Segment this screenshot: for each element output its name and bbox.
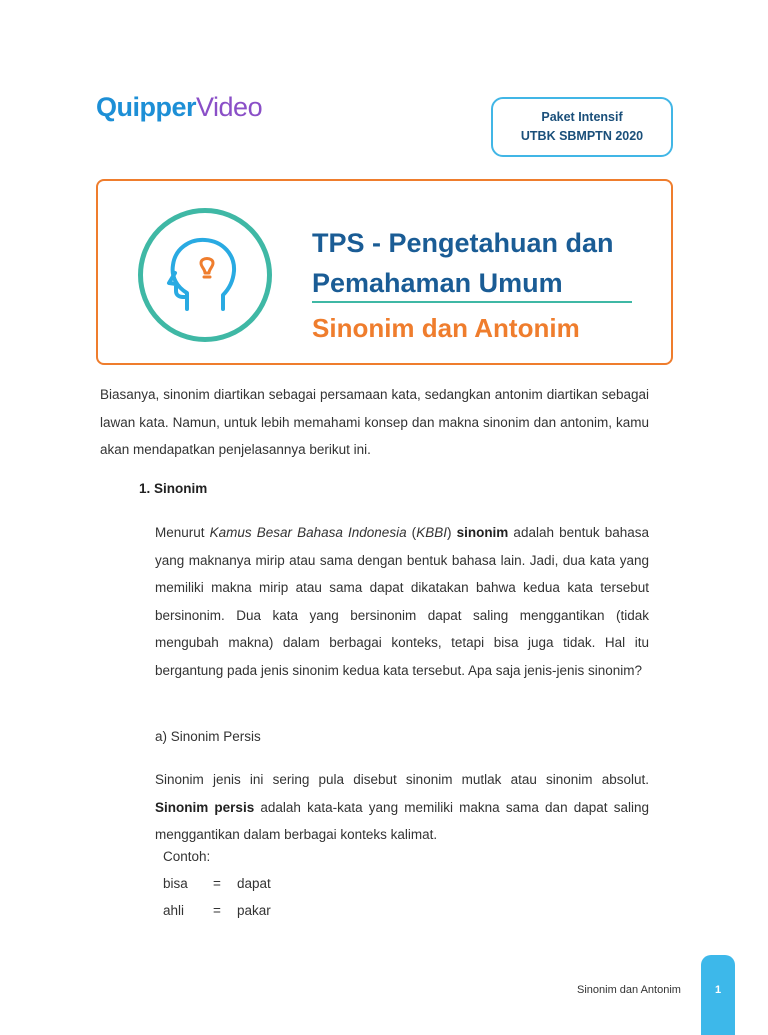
text-span: Menurut [155,525,210,540]
example-word: bisa [163,876,188,891]
logo-quipper-text: Quipper [96,92,197,122]
page-number: 1 [714,984,722,996]
term-sinonim-persis: Sinonim persis [155,799,255,815]
text-span: adalah kata-kata yang memiliki makna sama dan dapat saling menggantikan dalam berbagai konteks kalimat. [155,799,649,842]
sinonim-persis-paragraph [155,766,649,849]
topic-subtitle: Sinonim dan Antonim [312,313,580,343]
title-divider [312,301,632,303]
example-synonym: pakar [237,903,271,918]
sinonim-definition-paragraph [155,519,649,684]
equals-sign: = [213,903,221,918]
term-sinonim: sinonim [456,525,509,540]
kbbi-abbr: KBBI [416,525,447,540]
topic-title-line2: Pemahaman Umum [312,268,563,298]
example-synonym: dapat [237,876,271,891]
head-lightbulb-icon [138,208,272,342]
section-heading-sinonim: 1. Sinonim [139,481,208,496]
text-span: ( [406,525,417,540]
badge-line2: UTBK SBMPTN 2020 [520,129,644,143]
text-span: adalah bentuk bahasa yang maknanya mirip atau sama dengan bentuk bahasa lain. Jadi, dua kata yang memiliki makna mirip atau sama dapat dikatakan bahwa kedua kata tersebut bersinonim. Dua kata yang bersinonim dapat saling menggantikan (tidak mengubah makna) dalam berbagai konteks, tetapi bisa juga tidak. Hal itu bergantung pada jenis sinonim kedua kata tersebut. Apa saja jenis-jenis sinonim? [155,525,650,678]
text-span: Sinonim jenis ini sering pula disebut sinonim mutlak atau sinonim absolut. [155,772,649,787]
example-label: Contoh: [163,849,211,864]
intro-paragraph: Biasanya, sinonim diartikan sebagai persamaan kata, sedangkan antonim diartikan sebagai lawan kata. Namun, untuk lebih memahami konsep dan makna sinonim dan antonim, kamu akan mendapatkan penjelasannya berikut ini. [100,387,649,457]
quipper-video-logo [96,92,262,123]
logo-video-text: Video [196,92,263,122]
topic-title-line1: TPS - Pengetahuan dan [312,228,614,258]
equals-sign: = [213,876,221,891]
footer-title: Sinonim dan Antonim [577,984,681,996]
page-number-tab [701,955,735,1035]
subsection-label-a: a) Sinonim Persis [155,729,261,744]
topic-banner [96,179,673,365]
badge-line1: Paket Intensif [541,110,623,124]
text-span: ) [446,525,457,540]
package-badge [491,97,673,157]
example-word: ahli [163,903,185,918]
kbbi-title: Kamus Besar Bahasa Indonesia [209,525,407,540]
head-lightbulb-icon-graphic [143,213,267,337]
